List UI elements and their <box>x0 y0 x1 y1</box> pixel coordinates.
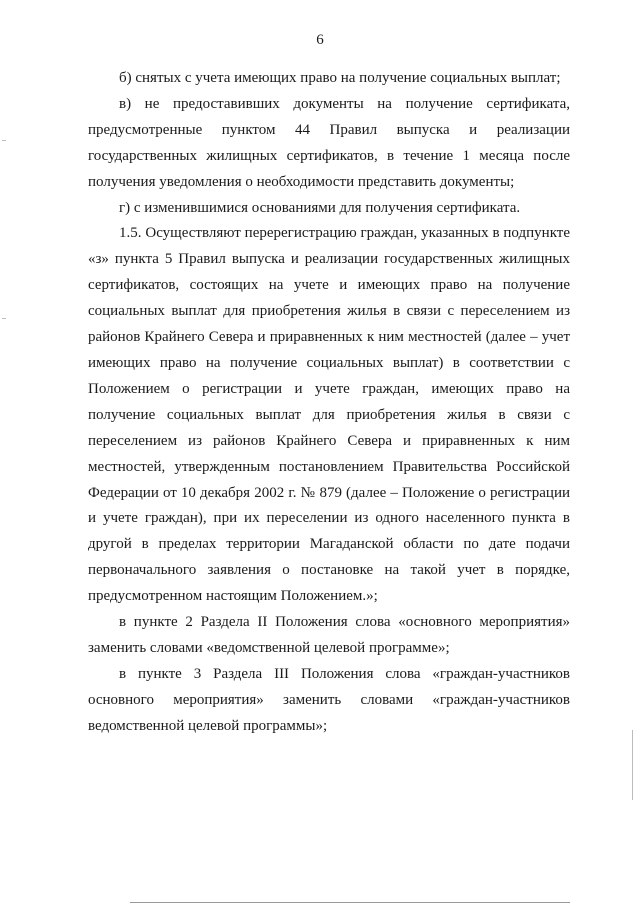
page-number: 6 <box>316 32 324 48</box>
scan-mark-left-mid <box>2 318 6 319</box>
paragraph-g: г) с изменившимися основаниями для получения сертификата. <box>119 199 521 216</box>
paragraph-b: б) снятых с учета имеющих право на получение социальных выплат; <box>119 70 561 86</box>
paragraph-section-2: в пункте 2 Раздела II Положения слова «основного мероприятия» заменить словами «ведомственной целевой программе»; <box>88 614 570 656</box>
paragraph-section-3: в пункте 3 Раздела III Положения слова «граждан-участников основного мероприятия» заменить словами «граждан-участников ведомственной целевой программы»; <box>88 665 570 734</box>
paragraph-1-5: 1.5. Осуществляют перерегистрацию граждан, указанных в подпункте «з» пункта 5 Правил выпуска и реализации государственных жилищных сертификатов, состоящих на учете и имеющих право на получение социальных выплат для приобретения жилья в связи с переселением из районов Крайнего Севера и приравненных к ним местностей (далее – учет имеющих право на получение социальных выплат) в соответствии с Положением о регистрации и учете граждан, имеющих право на получение социальных выплат для приобретения жилья в связи с переселением из районов Крайнего Севера и приравненных к ним местностей, утвержденным постановлением Правительства Российской Федерации от 10 декабря 2002 г. № 879 (далее – Положение о регистрации и учете граждан), при их переселении из одного населенного пункта в другой в пределах территории Магаданской области по дате подачи первоначального заявления о постановке на такой учет в порядке, предусмотренном настоящим Положением.»; <box>88 225 570 605</box>
document-body <box>88 66 570 740</box>
scan-edge-line <box>130 902 570 903</box>
scan-mark-right-bottom <box>632 730 633 800</box>
scan-mark-left-top <box>2 140 6 141</box>
paragraph-v: в) не предоставивших документы на получение сертификата, предусмотренные пунктом 44 Правил выпуска и реализации государственных жилищных сертификатов, в течение 1 месяца после получения уведомления о необходимости представить документы; <box>88 95 570 190</box>
